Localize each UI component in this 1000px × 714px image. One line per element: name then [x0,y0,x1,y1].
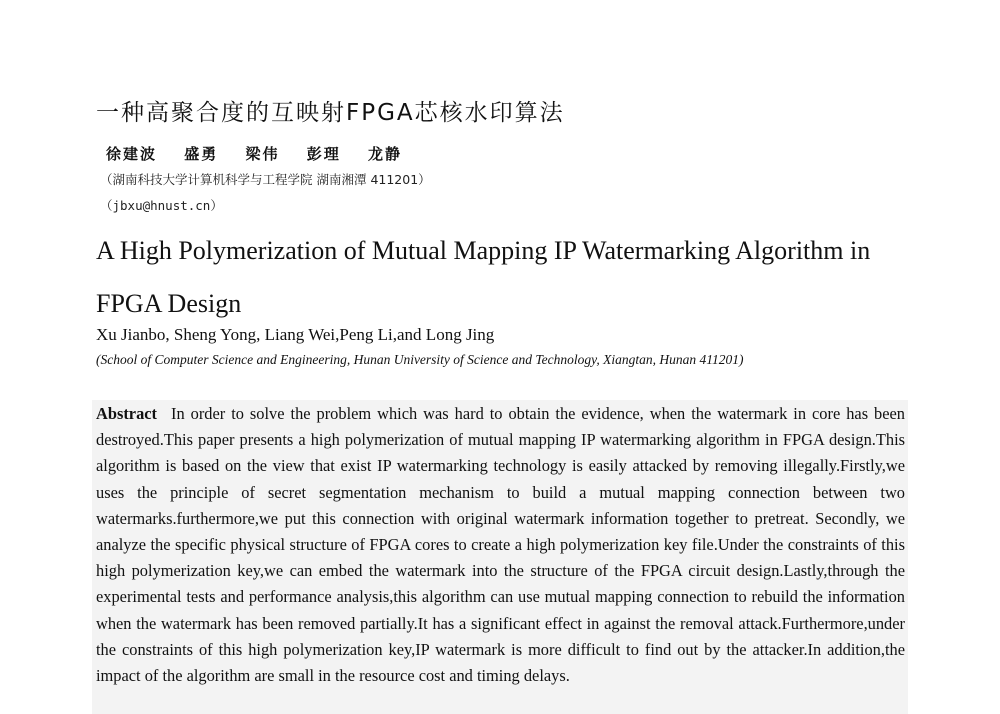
abstract-text: In order to solve the problem which was hard to obtain the evidence, when the watermark in core has been destroyed.This paper presents a high polymerization of mutual mapping IP watermarking algorithm in FPGA design.This algorithm is based on the view that exist IP watermarking technology is easily attacked by removing illegally.Firstly,we uses the principle of secret segmentation mechanism to build a mutual mapping connection between two watermarks.furthermore,we put this connection with original watermark information together to pretreat. Secondly, we analyze the specific physical structure of FPGA cores to create a high polymerization key file.Under the constraints of this high polymerization key,we can embed the watermark into the structure of the FPGA circuit design.Lastly,through the experimental tests and performance analysis,this algorithm can use mutual mapping connection to rebuild the information when the watermark has been removed partially.It has a significant effect in against the removal attack.Furthermore,under the constraints of this high polymerization key,IP watermark is more difficult to find out by the attacker.In addition,the impact of the algorithm are small in the resource cost and timing delays. [96,404,905,686]
chinese-title: 一种高聚合度的互映射FPGA芯核水印算法 [96,100,565,126]
chinese-author: 彭理 [306,145,341,163]
abstract-label: Abstract [96,404,157,423]
contact-email: （jbxu@hnust.cn） [100,198,223,213]
chinese-author: 龙静 [368,145,403,163]
chinese-author: 盛勇 [184,145,219,163]
chinese-author: 梁伟 [245,145,280,163]
chinese-author: 徐建波 [106,145,158,163]
chinese-affiliation: （湖南科技大学计算机科学与工程学院 湖南湘潭 411201） [100,172,431,187]
chinese-author-list [106,143,424,164]
english-authors: Xu Jianbo, Sheng Yong, Liang Wei,Peng Li,and Long Jing [96,325,495,344]
english-affiliation: (School of Computer Science and Engineering, Hunan University of Science and Technology, Xiangtan, Hunan 411201) [96,352,744,367]
abstract-paragraph [96,401,905,689]
english-title: A High Polymerization of Mutual Mapping IP Watermarking Algorithm in FPGA Design [96,236,871,318]
